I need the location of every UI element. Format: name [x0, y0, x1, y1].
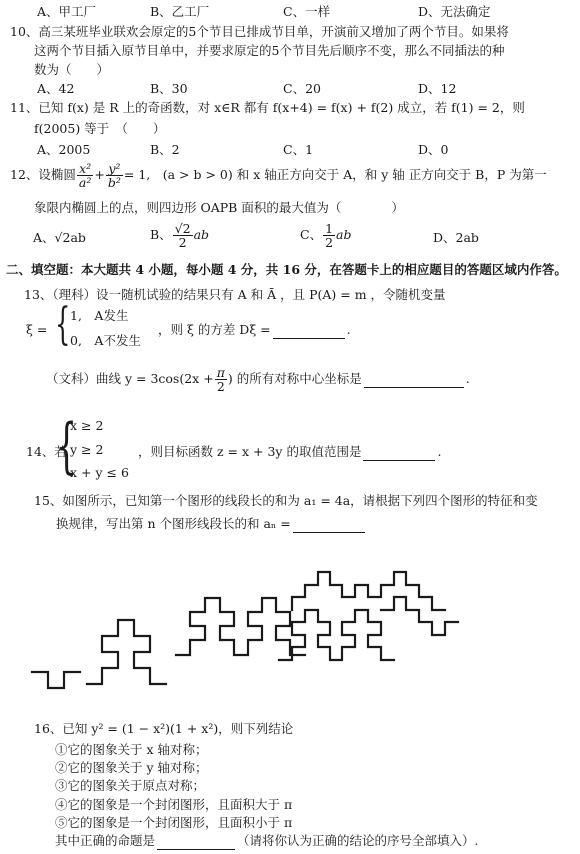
q10-option-c: C、20 — [283, 81, 321, 96]
q16-item-1: ①它的图象关于 x 轴对称； — [55, 742, 208, 757]
q11-option-c: C、1 — [283, 142, 314, 157]
fraction-x2-a2: $\frac{\text{x²}}{\text{a²}}$ — [78, 161, 92, 191]
q10-line3: 数为（ ） — [34, 62, 110, 77]
q15-figure-2 — [87, 620, 166, 684]
q11-option-d: D、0 — [418, 142, 449, 157]
fraction-sqrt2-over-2: $\frac{√2}{2}$ — [174, 221, 191, 251]
q16-item-4: ④它的图象是一个封闭图形，且面积大于 π — [55, 797, 293, 812]
q11-line1: 11、已知 f(x) 是 R 上的奇函数，对 x∈R 都有 f(x+4) = f(x) + f(2) 成立，若 f(1) = 2，则 — [10, 100, 525, 115]
q16-final: 其中正确的命题是 （请将你认为正确的结论的序号全部填入）. — [55, 833, 479, 848]
fraction-pi-over-2: $\frac{\pi}{2}$ — [216, 365, 225, 395]
q12-line2: 象限内椭圆上的点，则四边形 OAPB 面积的最大值为（ ） — [34, 200, 404, 215]
q13-line1: 13、（理科）设一随机试验的结果只有 A 和 Ā ，且 P(A) = m ，令随机变量 — [24, 287, 446, 302]
q14-brace: { — [56, 411, 78, 481]
q9-option-d: D、无法确定 — [418, 4, 491, 19]
q16-item-5: ⑤它的图象是一个封闭图形，且面积小于 π — [55, 815, 293, 830]
q13-case2: 0, A不发生 — [70, 333, 141, 348]
q14-constraint-3: x + y ≤ 6 — [70, 465, 129, 480]
q16-item-3: ③它的图象关于原点对称； — [55, 778, 206, 793]
q13-case1: 1, A发生 — [70, 308, 129, 323]
q16-item-2: ②它的图象关于 y 轴对称； — [55, 760, 208, 775]
q11-line2: f(2005) 等于 （ ） — [34, 121, 166, 136]
q15-figure-3 — [176, 598, 305, 655]
q12-option-b: B、 $\frac{√2}{2}$ ab — [150, 221, 210, 251]
q13-brace: { — [55, 299, 71, 350]
q15-figure-4-right — [381, 597, 458, 635]
q15-figure-1 — [32, 672, 80, 688]
q14-constraint-2: y ≥ 2 — [70, 442, 104, 457]
q9-option-c: C、一样 — [283, 4, 331, 19]
q12-option-c: C、 $\frac{1}{2}$ ab — [300, 221, 352, 251]
q15-figure-4 — [279, 610, 394, 660]
q12-option-d: D、2ab — [433, 230, 479, 245]
q12-prefix: 12、设椭圆 — [10, 167, 76, 183]
section-heading-fill-blank: 二、填空题：本大题共 4 小题，每小题 4 分，共 16 分，在答题卡上的相应题目的答题区域内作答。 — [6, 262, 567, 277]
q14-objective: ，则目标函数 z = x + 3y 的取值范围是 . — [138, 444, 442, 459]
q13-xi: ξ = — [26, 322, 48, 337]
q13-wen: （文科）曲线 y = 3cos(2x + $\frac{\pi}{2}$ ) 的所有对称中心坐标是 . — [46, 365, 470, 395]
q10-option-d: D、12 — [418, 81, 457, 96]
q15-figure-4-upper — [292, 572, 445, 610]
q10-line1: 10、高三某班毕业联欢会原定的5个节目已排成节目单，开演前又增加了两个节目。如果将 — [10, 24, 509, 39]
q9-option-a: A、甲工厂 — [37, 4, 97, 19]
q14-constraint-1: x ≥ 2 — [70, 418, 104, 433]
q12-condition: = 1, (a > b > 0) 和 x 轴正方向交于 A，和 y 轴 正方向交于 B，P 为第一 — [123, 167, 547, 183]
q13-variance: ，则 ξ 的方差 Dξ = . — [158, 322, 351, 337]
q16-stem: 16、已知 y² = (1 − x²)(1 + x²)，则下列结论 — [34, 721, 294, 736]
q11-option-a: A、2005 — [37, 142, 91, 157]
q9-option-b: B、乙工厂 — [150, 4, 210, 19]
fraction-y2-b2: $\frac{\text{y²}}{\text{b²}}$ — [107, 161, 121, 191]
q14-prefix: 14、若 — [26, 444, 67, 459]
q10-line2: 这两个节目插入原节目单中，并要求原定的5个节目先后顺序不变，那么不同插法的种 — [34, 43, 505, 58]
q15-line1: 15、如图所示，已知第一个图形的线段长的和为 a₁ = 4a，请根据下列四个图形的特征和变 — [34, 493, 538, 508]
q10-option-b: B、30 — [150, 81, 188, 96]
fraction-one-half: $\frac{1}{2}$ — [325, 221, 334, 251]
q10-option-a: A、42 — [37, 81, 75, 96]
q15-line2: 换规律，写出第 n 个图形线段长的和 aₙ = — [56, 516, 367, 533]
q12-option-a: A、√2ab — [33, 230, 86, 245]
q16-answer-blank — [157, 833, 235, 850]
q12-line1: 12、设椭圆 $\frac{\text{x²}}{\text{a²}}$ + $\frac{\text{y²}}{\text{b²}}$ = 1, (a > b > 0) 和 x 轴正方向交于 A，和 y 轴 正方向交于 B，P 为第一 — [10, 161, 547, 191]
q11-option-b: B、2 — [150, 142, 180, 157]
